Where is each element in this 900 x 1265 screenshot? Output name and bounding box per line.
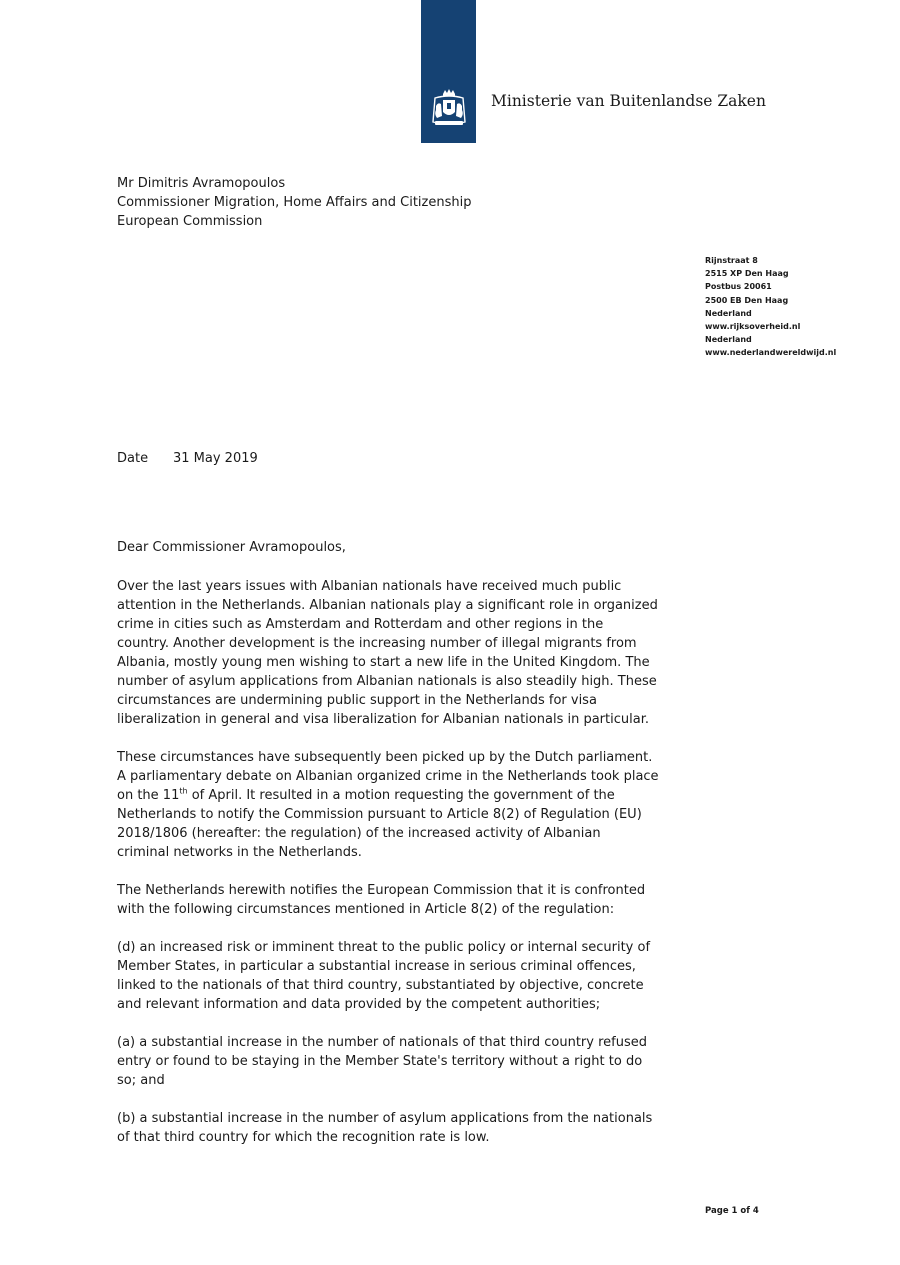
text-line: Over the last years issues with Albanian nationals have received much public (117, 579, 622, 594)
paragraph-6 (117, 1109, 697, 1147)
text-line: number of asylum applications from Albanian nationals is also steadily high. These (117, 674, 657, 689)
text-line: so; and (117, 1073, 165, 1088)
text-line: of that third country for which the recognition rate is low. (117, 1130, 490, 1145)
text-fragment: on the 11 (117, 788, 180, 803)
address-website: www.rijksoverheid.nl (705, 322, 801, 332)
text-line: circumstances are undermining public support in the Netherlands for visa (117, 693, 597, 708)
address-country-2: Nederland (705, 335, 752, 345)
address-postbus: Postbus 20061 (705, 282, 772, 292)
page-number: Page 1 of 4 (705, 1206, 759, 1216)
royal-coat-of-arms-icon (427, 88, 471, 132)
text-line: Albania, mostly young men wishing to start a new life in the United Kingdom. The (117, 655, 650, 670)
text-line: These circumstances have subsequently been picked up by the Dutch parliament. (117, 750, 653, 765)
text-line: with the following circumstances mentioned in Article 8(2) of the regulation: (117, 902, 615, 917)
text-line: (d) an increased risk or imminent threat to the public policy or internal security of (117, 940, 651, 955)
address-website-2: www.nederlandwereldwijd.nl (705, 348, 837, 358)
text-line: criminal networks in the Netherlands. (117, 845, 362, 860)
date-value: 31 May 2019 (173, 451, 258, 466)
paragraph-5 (117, 1033, 697, 1090)
text-line: linked to the nationals of that third country, substantiated by objective, concrete (117, 978, 644, 993)
recipient-address (117, 174, 471, 231)
letter-body (117, 538, 697, 1166)
text-line: entry or found to be staying in the Member State's territory without a right to do (117, 1054, 643, 1069)
text-line: (a) a substantial increase in the number of nationals of that third country refused (117, 1035, 647, 1050)
text-line: Member States, in particular a substantial increase in serious criminal offences, (117, 959, 636, 974)
text-line: 2018/1806 (hereafter: the regulation) of the increased activity of Albanian (117, 826, 601, 841)
text-line: The Netherlands herewith notifies the European Commission that it is confronted (117, 883, 646, 898)
address-postbus-code: 2500 EB Den Haag (705, 295, 789, 305)
date-row (117, 451, 258, 466)
recipient-name: Mr Dimitris Avramopoulos (117, 176, 286, 191)
text-line: liberalization in general and visa liberalization for Albanian nationals in particular. (117, 712, 649, 727)
paragraph-1 (117, 577, 697, 729)
date-label: Date (117, 451, 149, 466)
recipient-organization: European Commission (117, 214, 263, 229)
sender-address (705, 254, 836, 360)
address-country: Nederland (705, 308, 752, 318)
recipient-title: Commissioner Migration, Home Affairs and Citizenship (117, 195, 472, 210)
ministry-name: Ministerie van Buitenlandse Zaken (491, 92, 766, 110)
text-line: crime in cities such as Amsterdam and Rotterdam and other regions in the (117, 617, 604, 632)
text-fragment: of April. It resulted in a motion requesting the government of the (187, 788, 615, 803)
address-street: Rijnstraat 8 (705, 256, 758, 265)
paragraph-3 (117, 881, 697, 919)
ordinal-suffix: th (179, 786, 188, 796)
text-line: and relevant information and data provided by the competent authorities; (117, 997, 601, 1012)
salutation: Dear Commissioner Avramopoulos, (117, 540, 346, 555)
text-line: (b) a substantial increase in the number of asylum applications from the nationals (117, 1111, 653, 1126)
text-line: A parliamentary debate on Albanian organized crime in the Netherlands took place (117, 769, 659, 784)
text-line: Netherlands to notify the Commission pursuant to Article 8(2) of Regulation (EU) (117, 807, 642, 822)
address-postcode: 2515 XP Den Haag (705, 269, 789, 279)
text-line: attention in the Netherlands. Albanian nationals play a significant role in organized (117, 598, 658, 613)
text-line: country. Another development is the increasing number of illegal migrants from (117, 636, 637, 651)
text-line (117, 786, 697, 805)
paragraph-4 (117, 938, 697, 1014)
paragraph-2 (117, 748, 697, 862)
logo-banner (421, 0, 476, 143)
